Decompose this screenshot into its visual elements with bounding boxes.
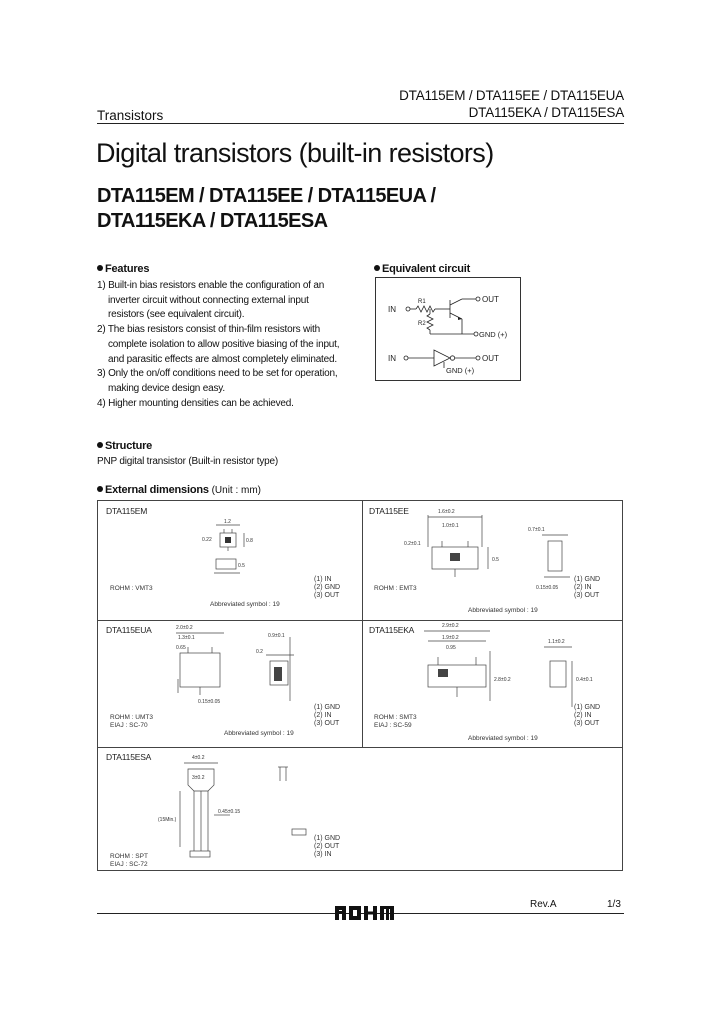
package-side-view-esa <box>268 763 318 843</box>
dim-label: 3±0.2 <box>192 775 205 781</box>
bullet-icon <box>374 265 380 271</box>
pin-label: (2) IN <box>574 584 592 591</box>
rohm-code-eka: ROHM : SMT3 <box>374 714 417 721</box>
circuit-r2-label: R2 <box>418 321 426 327</box>
pin-label: (2) IN <box>574 712 592 719</box>
equivalent-circuit-heading-text: Equivalent circuit <box>382 263 471 275</box>
inverter-out-label: OUT <box>482 354 499 363</box>
abbrev-symbol-ee: Abbreviated symbol : 19 <box>468 607 538 614</box>
inverter-in-label: IN <box>388 354 396 363</box>
pin-label: (3) IN <box>314 851 332 858</box>
external-dimensions-heading-text: External dimensions <box>105 484 209 496</box>
dim-label: 0.15±0.05 <box>198 699 221 705</box>
rohm-code-em: ROHM : VMT3 <box>110 585 153 592</box>
pin-list-esa <box>314 835 340 859</box>
dim-label: 0.45±0.15 <box>218 809 241 815</box>
header-part-numbers <box>399 87 624 121</box>
package-name-ee: DTA115EE <box>369 506 409 516</box>
dim-label: 2.0±0.2 <box>176 625 193 631</box>
external-dimensions-box <box>97 500 623 871</box>
features-list <box>97 279 367 411</box>
chip-marker-icon <box>225 537 231 543</box>
feature-item <box>97 397 367 412</box>
dim-label: 4±0.2 <box>192 755 205 761</box>
package-drawing-em <box>198 513 268 585</box>
dim-label: (15Min.) <box>158 817 177 823</box>
rohm-logo <box>333 903 395 923</box>
bullet-icon <box>97 265 103 271</box>
dim-label: 2.8±0.2 <box>494 677 511 683</box>
pin-list-ee <box>574 576 600 600</box>
dim-label: 0.7±0.1 <box>528 527 545 533</box>
dim-label: 2.9±0.2 <box>442 623 459 629</box>
dim-label: 0.5 <box>238 563 245 569</box>
external-dimensions-heading <box>97 484 261 496</box>
feature-line: 3) Only the on/off conditions need to be set for operation, <box>97 368 338 380</box>
chip-marker-icon <box>438 669 448 677</box>
package-name-ua: DTA115EUA <box>106 625 152 635</box>
external-dimensions-unit: (Unit : mm) <box>211 485 262 496</box>
cell-divider-horizontal <box>98 747 622 748</box>
equivalent-circuit-box <box>375 277 521 381</box>
subtitle-line-2: DTA115EKA / DTA115ESA <box>97 210 328 232</box>
package-codes-ua <box>110 714 153 729</box>
feature-line: resistors (see equivalent circuit). <box>108 309 245 321</box>
structure-heading-text: Structure <box>105 440 153 452</box>
dim-label: 0.65 <box>176 645 186 651</box>
cell-divider-vertical <box>362 501 363 747</box>
pin-label: (3) OUT <box>574 592 600 599</box>
pin-label: (3) OUT <box>574 720 600 727</box>
page-title: Digital transistors (built-in resistors) <box>96 138 494 168</box>
eiaj-code-esa: EIAJ : SC-72 <box>110 860 148 868</box>
feature-item <box>97 367 367 396</box>
header-parts-line-2: DTA115EKA / DTA115ESA <box>468 105 624 120</box>
equivalent-circuit-diagram <box>376 278 520 380</box>
package-drawing-eka <box>398 621 608 717</box>
circuit-r1-label: R1 <box>418 299 426 305</box>
feature-item <box>97 323 367 367</box>
features-heading <box>97 263 149 275</box>
equivalent-circuit-heading <box>374 263 470 275</box>
pin-label: (1) IN <box>314 576 332 583</box>
package-codes-esa <box>110 853 148 868</box>
page-number: 1/3 <box>607 899 621 910</box>
package-name-esa: DTA115ESA <box>106 752 152 762</box>
dim-label: 0.5 <box>492 557 499 563</box>
rohm-code-ua: ROHM : UMT3 <box>110 714 153 721</box>
feature-line: 1) Built-in bias resistors enable the configuration of an <box>97 280 325 291</box>
feature-line: and parasitic effects are almost completely eliminated. <box>108 353 337 365</box>
pin-label: (1) GND <box>574 576 601 583</box>
eiaj-code-ua: EIAJ : SC-70 <box>110 721 148 729</box>
package-codes-eka <box>374 714 417 729</box>
dim-label: 1.2 <box>224 519 231 525</box>
pin-label: (3) OUT <box>314 592 340 599</box>
dim-label: 1.9±0.2 <box>442 635 459 641</box>
dim-label: 1.6±0.2 <box>438 509 455 515</box>
dim-label: 1.1±0.2 <box>548 639 565 645</box>
pin-label: (2) IN <box>314 712 332 719</box>
header-divider <box>97 123 624 124</box>
dim-label: 1.0±0.1 <box>442 523 459 529</box>
dim-label: 0.4±0.1 <box>576 677 593 683</box>
rohm-code-ee: ROHM : EMT3 <box>374 585 417 592</box>
chip-marker-icon <box>274 667 282 681</box>
pin-label: (2) OUT <box>314 843 340 850</box>
dim-label: 0.2 <box>256 649 263 655</box>
pin-label: (1) GND <box>574 704 601 711</box>
package-drawing-ua <box>158 623 348 709</box>
bullet-icon <box>97 442 103 448</box>
circuit-in-label: IN <box>388 305 396 314</box>
subtitle-line-1: DTA115EM / DTA115EE / DTA115EUA / <box>97 185 436 207</box>
dim-label: 0.22 <box>202 537 212 543</box>
eiaj-code-eka: EIAJ : SC-59 <box>374 721 412 729</box>
dim-label: 0.2±0.1 <box>404 541 421 547</box>
dim-label: 0.15±0.05 <box>536 585 559 591</box>
structure-text: PNP digital transistor (Built-in resistor type) <box>97 456 279 467</box>
abbrev-symbol-em: Abbreviated symbol : 19 <box>210 601 280 608</box>
revision-label: Rev.A <box>530 899 557 910</box>
pin-label: (2) GND <box>314 584 341 591</box>
chip-marker-icon <box>450 553 460 561</box>
header-category: Transistors <box>97 108 164 123</box>
pin-label: (3) OUT <box>314 720 340 727</box>
circuit-gnd-label: GND (+) <box>479 330 508 339</box>
package-name-eka: DTA115EKA <box>369 625 415 635</box>
feature-line: complete isolation to allow positive biasing of the input, <box>108 338 340 350</box>
dim-label: 0.8 <box>246 538 253 544</box>
pin-list-ua <box>314 704 340 728</box>
abbrev-symbol-ua: Abbreviated symbol : 19 <box>224 730 294 737</box>
dim-label: 0.95 <box>446 645 456 651</box>
pin-list-em <box>314 576 340 600</box>
abbrev-symbol-eka: Abbreviated symbol : 19 <box>468 735 538 742</box>
feature-line: making device design easy. <box>108 382 225 394</box>
pin-label: (1) GND <box>314 704 341 711</box>
feature-line: inverter circuit without connecting external input <box>108 294 309 306</box>
feature-item <box>97 279 367 323</box>
feature-line: 4) Higher mounting densities can be achieved. <box>97 397 294 409</box>
pin-list-eka <box>574 704 600 728</box>
dim-label: 1.3±0.1 <box>178 635 195 641</box>
rohm-code-esa: ROHM : SPT <box>110 853 148 860</box>
dim-label: 0.9±0.1 <box>268 633 285 639</box>
features-heading-text: Features <box>105 263 150 275</box>
structure-heading <box>97 440 152 452</box>
pin-label: (1) GND <box>314 835 341 842</box>
circuit-out-label: OUT <box>482 295 499 304</box>
bullet-icon <box>97 486 103 492</box>
package-name-em: DTA115EM <box>106 506 148 516</box>
feature-line: 2) The bias resistors consist of thin-film resistors with <box>97 324 320 336</box>
header-parts-line-1: DTA115EM / DTA115EE / DTA115EUA <box>399 88 624 103</box>
inverter-gnd-label: GND (+) <box>446 366 475 375</box>
